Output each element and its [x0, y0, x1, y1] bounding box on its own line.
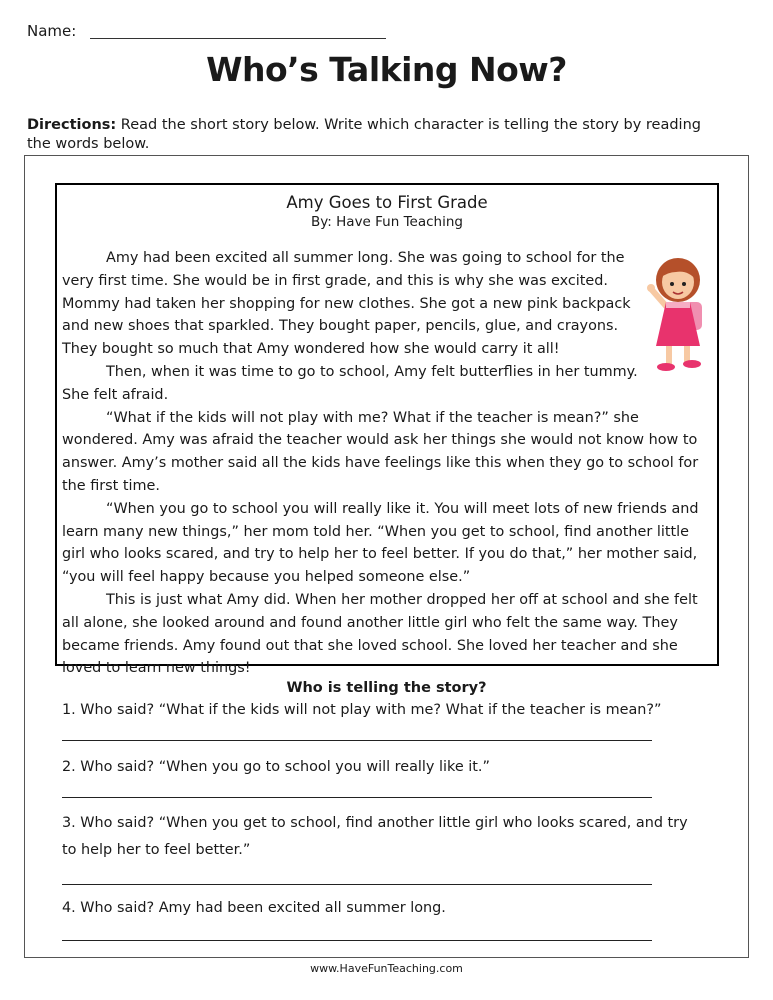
answer-line-1[interactable]	[62, 740, 652, 741]
question-2: 2. Who said? “When you go to school you will really like it.”	[62, 759, 490, 775]
directions	[27, 116, 727, 154]
name-answer-line[interactable]	[90, 38, 386, 39]
story-paragraph: This is just what Amy did. When her mother dropped her off at school and she felt all alone, she looked around and found another little girl who felt the same way. They became friends. Amy found out that she loved school. She loved her teacher and she loved to learn new things!	[62, 591, 698, 677]
worksheet-title: Who’s Talking Now?	[206, 50, 567, 89]
directions-label: Directions:	[27, 117, 117, 133]
story-paragraph: “When you go to school you will really like it. You will meet lots of new friends and learn many new things,” her mom told her. “When you get to school, find another little girl who looks scared, and try to help her to feel better. If you do that,” her mother said, “you will feel happy because you helped someone else.”	[62, 500, 699, 586]
girl-illustration	[640, 250, 716, 380]
name-label: Name:	[27, 22, 77, 40]
questions-heading: Who is telling the story?	[286, 680, 487, 696]
answer-line-2[interactable]	[62, 797, 652, 798]
question-4: 4. Who said? Amy had been excited all summer long.	[62, 900, 446, 916]
story-paragraph: Then, when it was time to go to school, Amy felt butterflies in her tummy. She felt afraid.	[62, 363, 638, 403]
question-3: 3. Who said? “When you get to school, find another little girl who looks scared, and try to help her to feel better.”	[62, 815, 688, 858]
answer-line-3[interactable]	[62, 884, 652, 885]
directions-text: Read the short story below. Write which character is telling the story by reading the words below.	[27, 117, 701, 152]
story-text	[62, 247, 699, 680]
question-1: 1. Who said? “What if the kids will not play with me? What if the teacher is mean?”	[62, 702, 662, 718]
footer-url: www.HaveFunTeaching.com	[310, 962, 463, 975]
story-paragraph: “What if the kids will not play with me? What if the teacher is mean?” she wondered. Amy was afraid the teacher would ask her things she would not know how to answer. Amy’s mother said all the kids have feelings like this when they go to school for the first time.	[62, 409, 699, 494]
story-author: By: Have Fun Teaching	[311, 214, 463, 230]
story-paragraph: Amy had been excited all summer long. She was going to school for the very first time. She would be in first grade, and this is why she was excited. Mommy had taken her shopping for new clothes. She got a new pink backpack and new shoes that sparkled. They bought paper, pencils, glue, and crayons. They bought so much that Amy wondered how she would carry it all!	[62, 250, 631, 358]
story-title: Amy Goes to First Grade	[286, 193, 488, 212]
answer-line-4[interactable]	[62, 940, 652, 941]
